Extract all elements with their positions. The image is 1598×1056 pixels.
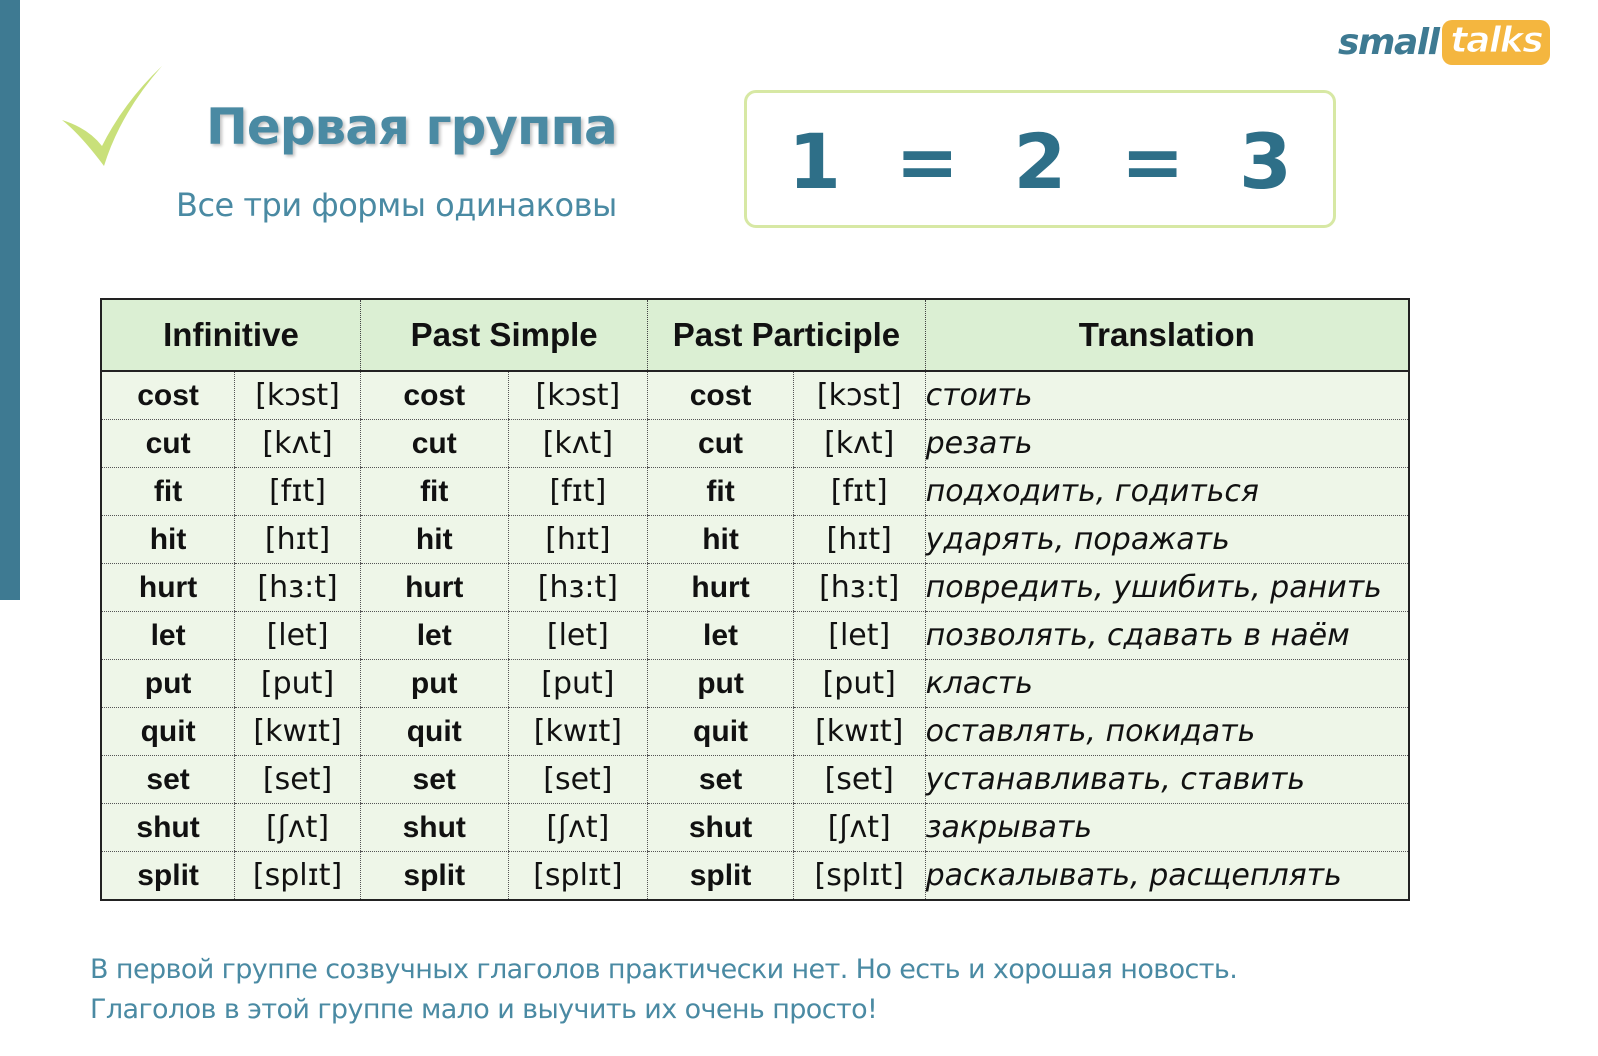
- past-simple-cell: fit: [360, 468, 508, 516]
- past-simple-ipa-cell: [let]: [508, 612, 648, 660]
- past-participle-ipa-cell: [set]: [793, 756, 925, 804]
- table-row: [101, 804, 1409, 852]
- past-participle-cell: cut: [648, 420, 794, 468]
- infinitive-ipa-cell: [kwɪt]: [235, 708, 361, 756]
- past-simple-ipa-cell: [kwɪt]: [508, 708, 648, 756]
- translation-cell: оставлять, покидать: [925, 708, 1409, 756]
- past-participle-ipa-cell: [kwɪt]: [793, 708, 925, 756]
- past-participle-ipa-cell: [kɔst]: [793, 371, 925, 420]
- past-simple-cell: split: [360, 852, 508, 901]
- past-simple-ipa-cell: [kɔst]: [508, 371, 648, 420]
- translation-cell: устанавливать, ставить: [925, 756, 1409, 804]
- table-row: [101, 756, 1409, 804]
- table-body: [101, 371, 1409, 900]
- page-title: Первая группа: [206, 98, 617, 156]
- infinitive-cell: split: [137, 858, 199, 892]
- past-simple-ipa-cell: [hɜ:t]: [508, 564, 648, 612]
- past-participle-ipa-cell: [ʃʌt]: [793, 804, 925, 852]
- header-infinitive: Infinitive: [101, 299, 360, 371]
- header-translation: Translation: [925, 299, 1409, 371]
- past-participle-cell: hit: [648, 516, 794, 564]
- translation-cell: класть: [925, 660, 1409, 708]
- table-row: [101, 516, 1409, 564]
- table-header-row: [101, 299, 1409, 371]
- formula-text: 1 = 2 = 3: [788, 116, 1292, 206]
- past-participle-cell: let: [648, 612, 794, 660]
- infinitive-cell: quit: [101, 708, 235, 756]
- past-participle-cell: split: [648, 852, 794, 901]
- header-past-simple: Past Simple: [360, 299, 647, 371]
- past-participle-cell: quit: [648, 708, 794, 756]
- header-past-participle: Past Participle: [648, 299, 925, 371]
- past-participle-ipa-cell: [splɪt]: [793, 852, 925, 901]
- past-simple-ipa-cell: [fɪt]: [508, 468, 648, 516]
- table-row: [101, 468, 1409, 516]
- infinitive-ipa-cell: [kɔst]: [235, 371, 361, 420]
- past-simple-ipa-cell: [kʌt]: [508, 420, 648, 468]
- past-simple-cell: shut: [360, 804, 508, 852]
- page-subtitle: Все три формы одинаковы: [176, 186, 617, 224]
- past-simple-cell: cut: [360, 420, 508, 468]
- past-simple-ipa-cell: [splɪt]: [508, 852, 648, 901]
- translation-cell: подходить, годиться: [925, 468, 1409, 516]
- infinitive-cell: let: [101, 612, 235, 660]
- infinitive-cell: cut: [101, 420, 235, 468]
- infinitive-cell: fit: [101, 468, 235, 516]
- past-simple-cell: hit: [360, 516, 508, 564]
- past-participle-cell: hurt: [648, 564, 794, 612]
- footer-note: [90, 950, 1390, 1030]
- table-row: [101, 612, 1409, 660]
- past-participle-ipa-cell: [put]: [793, 660, 925, 708]
- past-simple-cell: cost: [360, 371, 508, 420]
- formula-box: [744, 90, 1336, 228]
- translation-cell: раскалывать, расщеплять: [925, 852, 1409, 901]
- translation-cell: резать: [925, 420, 1409, 468]
- infinitive-ipa-cell: [let]: [235, 612, 361, 660]
- past-participle-ipa-cell: [hɪt]: [793, 516, 925, 564]
- infinitive-ipa-cell: [set]: [235, 756, 361, 804]
- table-row: [101, 371, 1409, 420]
- infinitive-cell: cost: [101, 371, 235, 420]
- past-participle-ipa-cell: [let]: [793, 612, 925, 660]
- infinitive-ipa-cell: [hɪt]: [235, 516, 361, 564]
- table-row: [101, 708, 1409, 756]
- infinitive-cell: hurt: [101, 564, 235, 612]
- checkmark-icon: [58, 62, 168, 174]
- table-row: [101, 564, 1409, 612]
- footer-line-1: В первой группе созвучных глаголов практически нет. Но есть и хорошая новость.: [90, 954, 1238, 985]
- translation-cell: позволять, сдавать в наём: [925, 612, 1409, 660]
- brand-logo: [1338, 16, 1550, 68]
- translation-cell: стоить: [925, 371, 1409, 420]
- past-simple-ipa-cell: [hɪt]: [508, 516, 648, 564]
- past-simple-ipa-cell: [ʃʌt]: [508, 804, 648, 852]
- infinitive-ipa-cell: [put]: [235, 660, 361, 708]
- infinitive-cell: shut: [101, 804, 235, 852]
- logo-text-small: small: [1338, 21, 1439, 63]
- infinitive-ipa-cell: [kʌt]: [235, 420, 361, 468]
- table-row: [101, 852, 1409, 901]
- translation-cell: закрывать: [925, 804, 1409, 852]
- logo-text-talks: talks: [1442, 20, 1550, 65]
- footer-line-2: Глаголов в этой группе мало и выучить их очень просто!: [90, 994, 878, 1025]
- past-simple-cell: let: [360, 612, 508, 660]
- past-participle-cell: shut: [648, 804, 794, 852]
- translation-cell: повредить, ушибить, ранить: [925, 564, 1409, 612]
- past-simple-ipa-cell: [set]: [508, 756, 648, 804]
- translation-cell: ударять, поражать: [925, 516, 1409, 564]
- past-participle-cell: fit: [648, 468, 794, 516]
- infinitive-cell: set: [101, 756, 235, 804]
- infinitive-ipa-cell: [fɪt]: [235, 468, 361, 516]
- past-simple-cell: put: [360, 660, 508, 708]
- infinitive-ipa-cell: [ʃʌt]: [235, 804, 361, 852]
- past-participle-cell: cost: [648, 371, 794, 420]
- past-participle-cell: set: [648, 756, 794, 804]
- left-accent-bar: [0, 0, 20, 600]
- infinitive-cell: put: [101, 660, 235, 708]
- past-participle-ipa-cell: [hɜ:t]: [793, 564, 925, 612]
- infinitive-cell: hit: [101, 516, 235, 564]
- table-row: [101, 420, 1409, 468]
- infinitive-ipa-cell: [splɪt]: [235, 852, 361, 901]
- past-simple-cell: hurt: [360, 564, 508, 612]
- infinitive-ipa-cell: [hɜ:t]: [235, 564, 361, 612]
- past-participle-ipa-cell: [kʌt]: [793, 420, 925, 468]
- past-simple-cell: set: [360, 756, 508, 804]
- past-simple-ipa-cell: [put]: [508, 660, 648, 708]
- verbs-table: [100, 298, 1410, 901]
- table-row: [101, 660, 1409, 708]
- past-simple-cell: quit: [360, 708, 508, 756]
- past-participle-cell: put: [648, 660, 794, 708]
- past-participle-ipa-cell: [fɪt]: [793, 468, 925, 516]
